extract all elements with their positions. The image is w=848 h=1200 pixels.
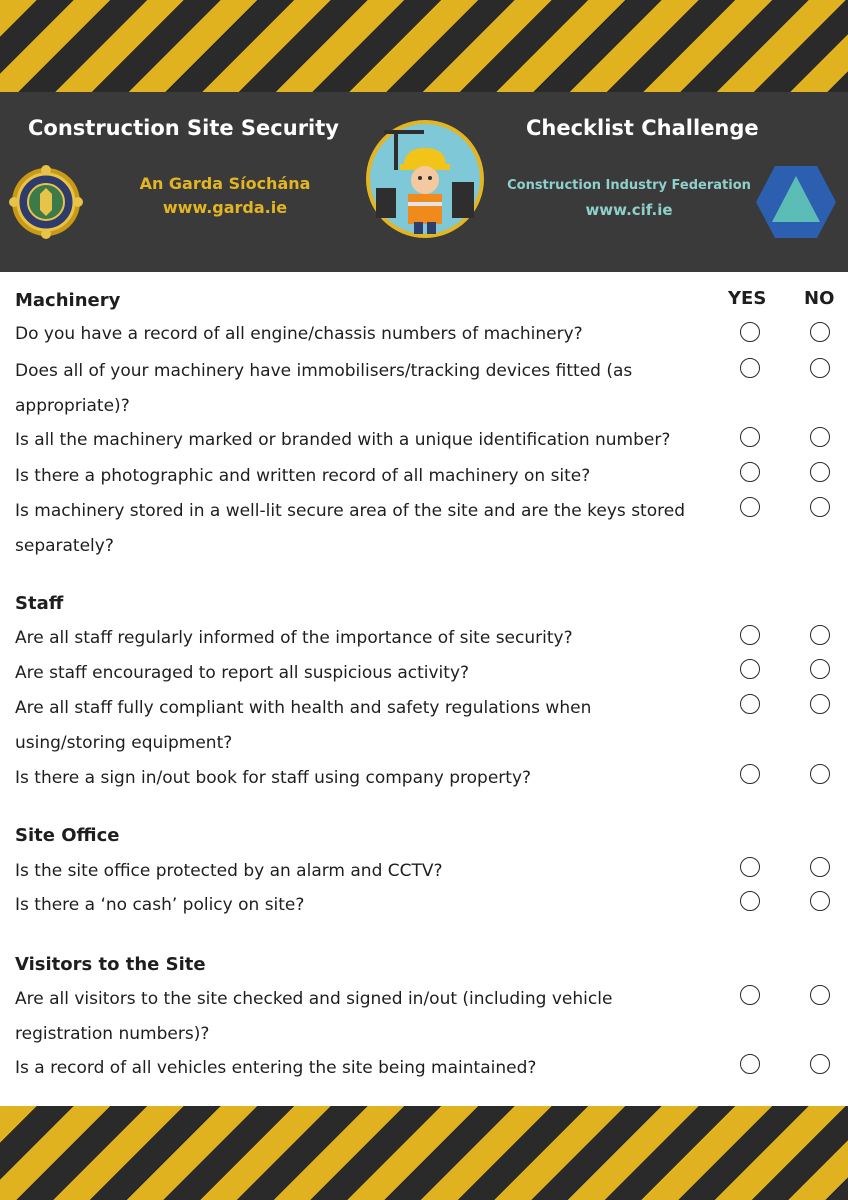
yes-radio[interactable] (740, 985, 760, 1005)
garda-info (120, 172, 330, 220)
header-banner (0, 92, 848, 272)
header-title-left: Construction Site Security (28, 116, 339, 140)
garda-url[interactable]: www.garda.ie (162, 198, 288, 217)
question-site-office-1: Is the site office protected by an alarm and CCTV? (15, 861, 443, 881)
column-yes-header: YES (728, 288, 767, 309)
no-radio[interactable] (810, 497, 830, 517)
question-staff-4: Is there a sign in/out book for staff using company property? (15, 768, 532, 788)
section-visitors-title: Visitors to the Site (15, 954, 206, 975)
question-staff-2: Are staff encouraged to report all suspicious activity? (15, 663, 470, 683)
hazard-stripes-top (0, 0, 848, 92)
yes-radio[interactable] (740, 891, 760, 911)
yes-radio[interactable] (740, 764, 760, 784)
header-title-right: Checklist Challenge (526, 116, 759, 140)
section-staff-title: Staff (15, 593, 64, 614)
no-radio[interactable] (810, 985, 830, 1005)
question-machinery-4: Is there a photographic and written record of all machinery on site? (15, 466, 591, 486)
yes-radio[interactable] (740, 427, 760, 447)
no-radio[interactable] (810, 1054, 830, 1074)
question-machinery-3: Is all the machinery marked or branded with a unique identification number? (15, 430, 671, 450)
cif-logo-icon (754, 162, 838, 242)
no-radio[interactable] (810, 694, 830, 714)
question-site-office-2: Is there a ‘no cash’ policy on site? (15, 895, 305, 915)
no-radio[interactable] (810, 764, 830, 784)
yes-radio[interactable] (740, 659, 760, 679)
yes-radio[interactable] (740, 694, 760, 714)
checklist (0, 272, 848, 1106)
cif-url[interactable]: www.cif.ie (585, 201, 673, 219)
no-radio[interactable] (810, 358, 830, 378)
no-radio[interactable] (810, 857, 830, 877)
no-radio[interactable] (810, 462, 830, 482)
cif-name: Construction Industry Federation (507, 178, 751, 193)
yes-radio[interactable] (740, 1054, 760, 1074)
question-staff-1: Are all staff regularly informed of the importance of site security? (15, 628, 573, 648)
question-visitors-1: Are all visitors to the site checked and signed in/out (including vehicle registration numbers)? (15, 989, 613, 1044)
section-site-office-title: Site Office (15, 825, 120, 846)
worker-logo-icon (364, 118, 486, 240)
question-staff-3: Are all staff fully compliant with health and safety regulations when using/storing equipment? (15, 698, 592, 753)
question-machinery-5: Is machinery stored in a well-lit secure area of the site and are the keys stored separately? (15, 501, 685, 556)
question-machinery-2: Does all of your machinery have immobilisers/tracking devices fitted (as appropriate)? (15, 361, 633, 416)
yes-radio[interactable] (740, 462, 760, 482)
yes-radio[interactable] (740, 497, 760, 517)
no-radio[interactable] (810, 625, 830, 645)
cif-info (498, 174, 760, 222)
question-machinery-1: Do you have a record of all engine/chassis numbers of machinery? (15, 324, 583, 344)
yes-radio[interactable] (740, 625, 760, 645)
yes-radio[interactable] (740, 322, 760, 342)
question-visitors-2: Is a record of all vehicles entering the site being maintained? (15, 1058, 537, 1078)
column-no-header: NO (804, 288, 835, 309)
yes-radio[interactable] (740, 857, 760, 877)
section-machinery-title: Machinery (15, 290, 121, 311)
hazard-stripes-bottom (0, 1106, 848, 1200)
no-radio[interactable] (810, 659, 830, 679)
no-radio[interactable] (810, 891, 830, 911)
no-radio[interactable] (810, 322, 830, 342)
yes-radio[interactable] (740, 358, 760, 378)
no-radio[interactable] (810, 427, 830, 447)
garda-badge-icon (6, 162, 86, 242)
garda-name: An Garda Síochána (139, 174, 311, 193)
